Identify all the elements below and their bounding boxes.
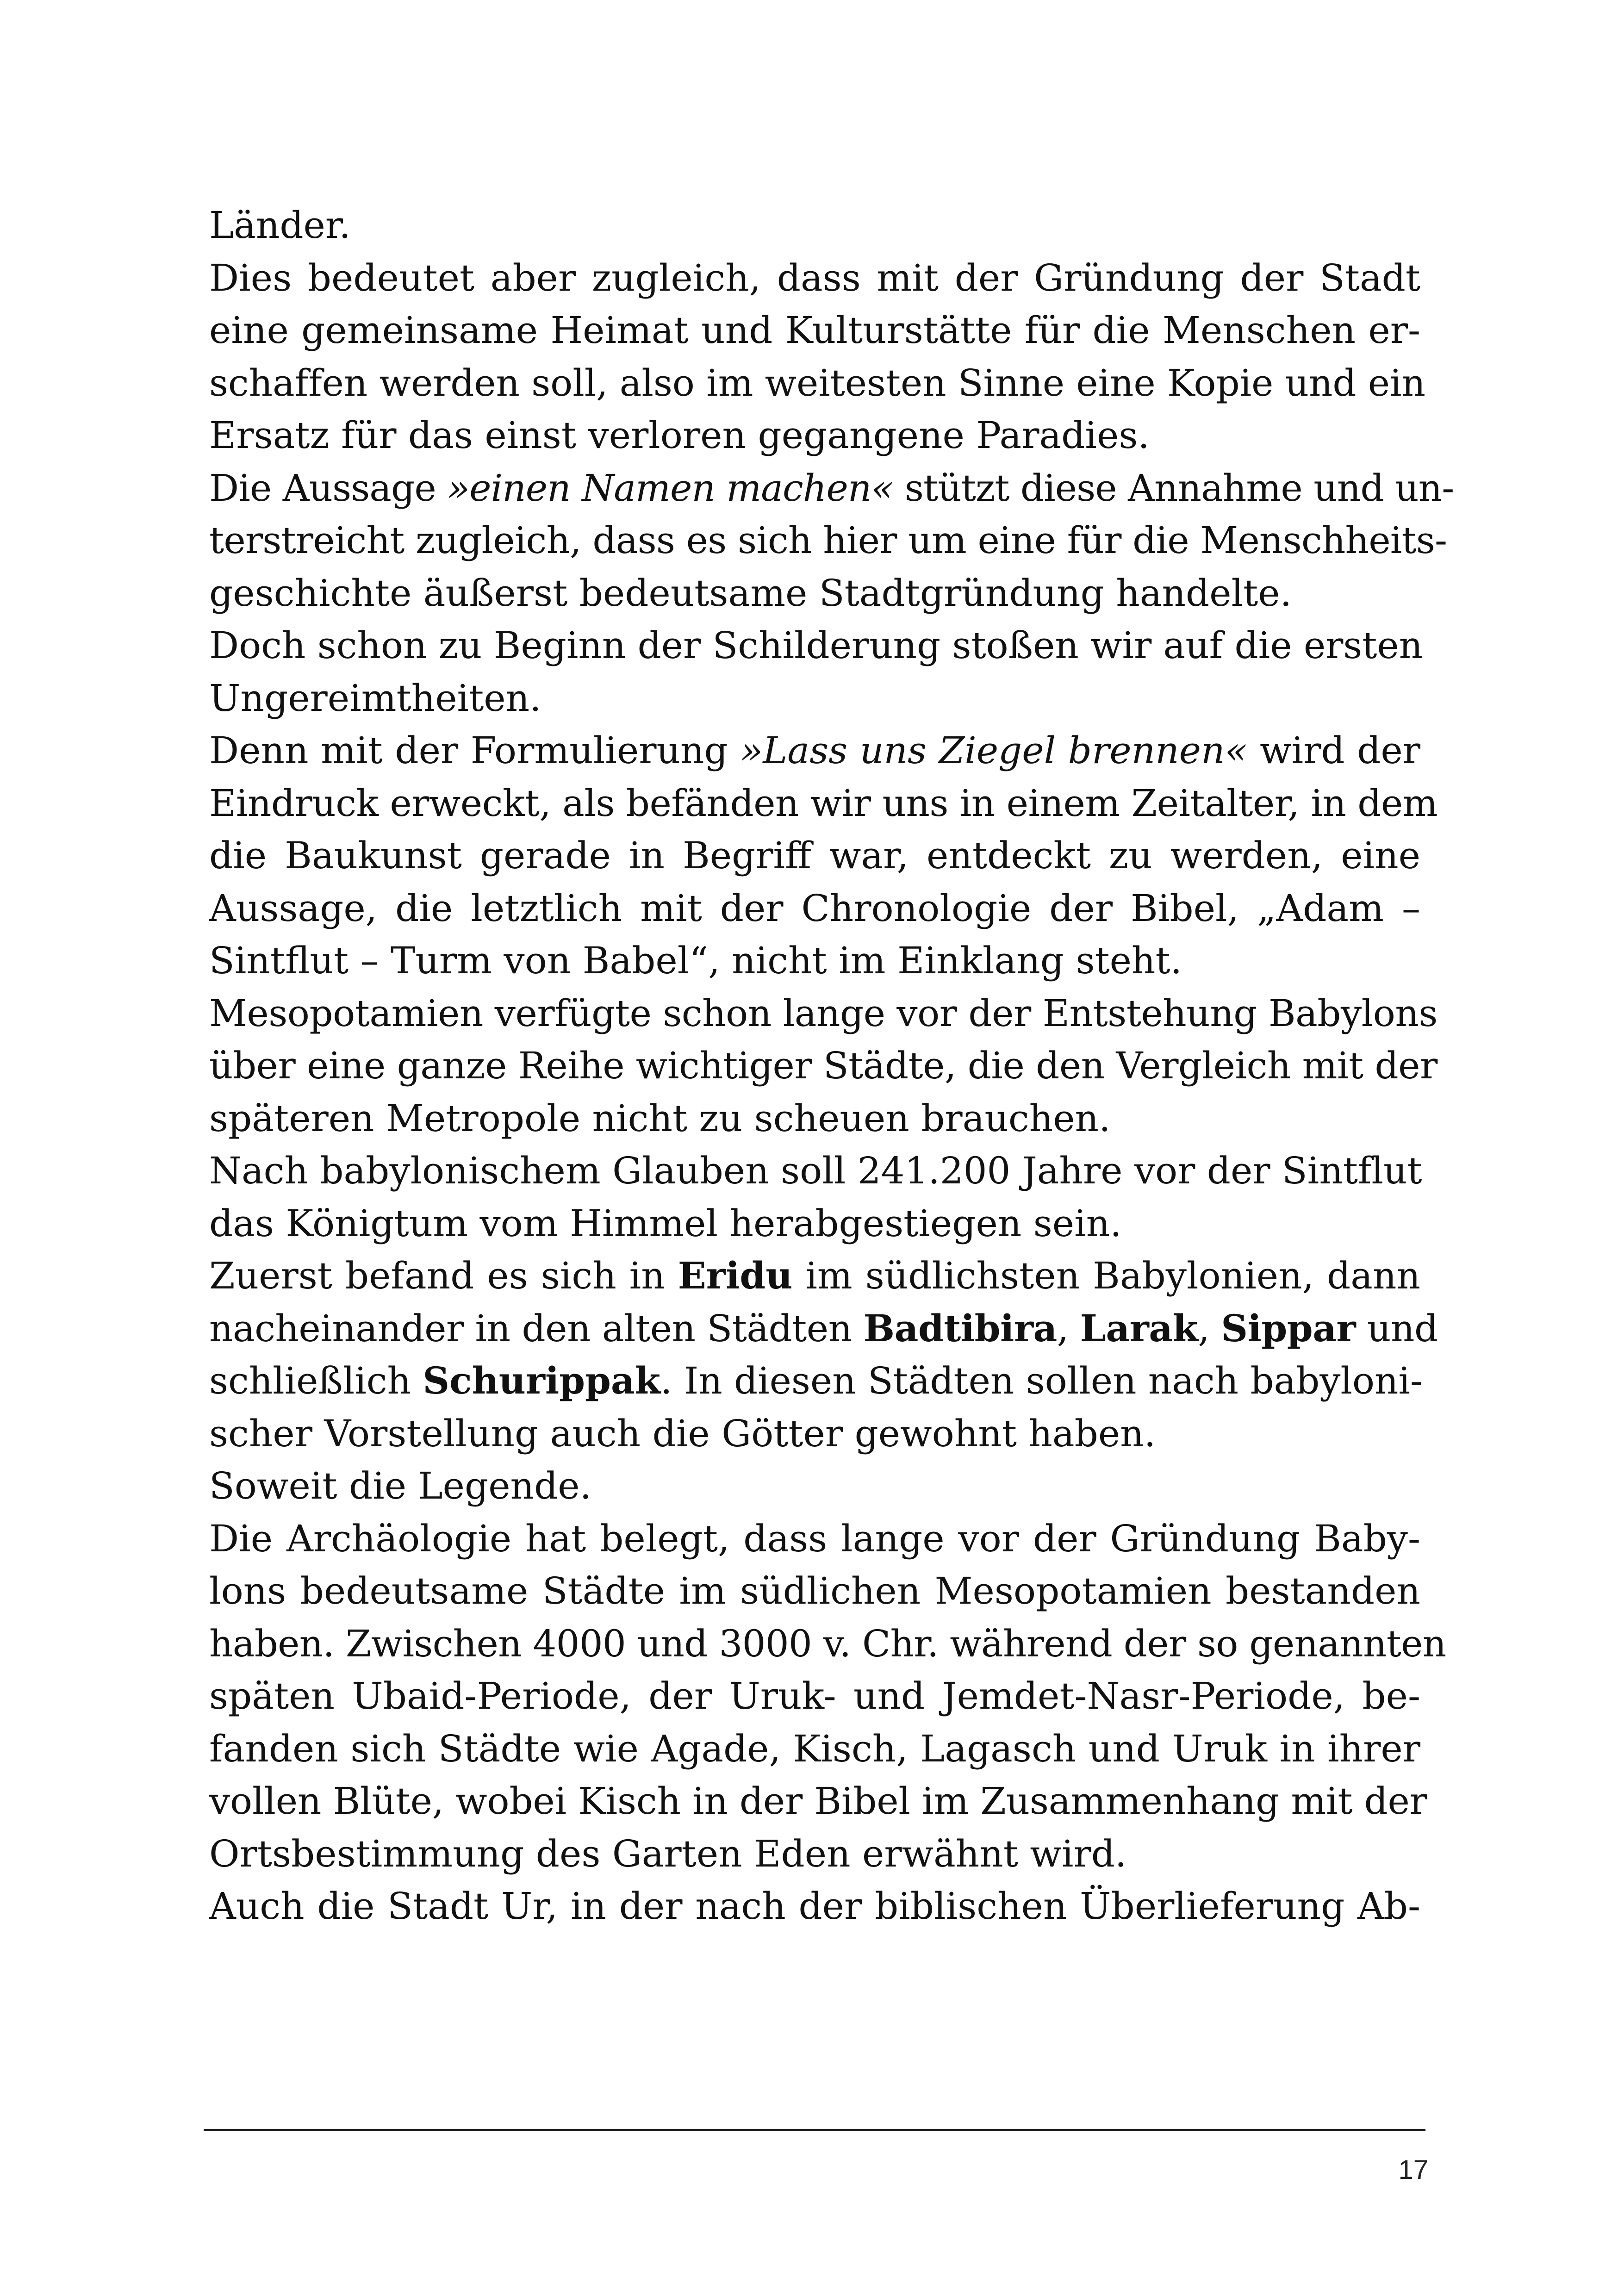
text-run: Eindruck erweckt, als befänden wir uns in einem Zeitalter, in dem — [209, 781, 1438, 825]
text-line — [209, 1775, 1427, 1828]
text-run: terstreicht zugleich, dass es sich hier um eine für die Menschheits- — [209, 519, 1447, 562]
text-run: geschichte äußerst bedeutsame Stadtgründung handelte. — [209, 571, 1292, 615]
paragraph — [209, 1460, 1420, 1512]
text-run: Mesopotamien verfügte schon lange vor der Entstehung Babylons — [209, 991, 1438, 1035]
text-line — [209, 1302, 1438, 1355]
text-run: haben. Zwischen 4000 und 3000 v. Chr. während der so genannten — [209, 1622, 1446, 1665]
text-line — [209, 1670, 1420, 1723]
city-name: Badtibira — [863, 1306, 1057, 1350]
text-run: vollen Blüte, wobei Kisch in der Bibel im Zusammenhang mit der — [209, 1780, 1427, 1823]
text-run: Denn mit der Formulierung — [209, 729, 741, 772]
text-line — [209, 1512, 1420, 1565]
text-run: Doch schon zu Beginn der Schilderung stoßen wir auf die ersten — [209, 624, 1423, 667]
text-line — [209, 724, 1420, 777]
text-run: und — [1356, 1307, 1438, 1350]
paragraph — [209, 619, 1423, 724]
body-text — [209, 199, 1454, 1933]
text-line — [209, 199, 1420, 252]
text-line — [209, 829, 1420, 882]
text-run: schaffen werden soll, also im weitesten Sinne eine Kopie und ein — [209, 361, 1425, 404]
text-run: über eine ganze Reihe wichtiger Städte, die den Vergleich mit der — [209, 1044, 1438, 1087]
text-run: späteren Metropole nicht zu scheuen brauchen. — [209, 1096, 1111, 1140]
text-line — [209, 934, 1420, 987]
paragraph — [209, 1145, 1420, 1250]
text-run: Ungereimtheiten. — [209, 676, 541, 720]
text-line — [209, 987, 1438, 1040]
text-run: Zuerst befand es sich in — [209, 1254, 678, 1297]
text-run: Ortsbestimmung des Garten Eden erwähnt wird. — [209, 1832, 1127, 1875]
quote-text: »einen Namen machen« — [447, 466, 894, 510]
text-line — [209, 462, 1454, 515]
text-run: Soweit die Legende. — [209, 1464, 592, 1507]
paragraph — [209, 724, 1438, 987]
paragraph — [209, 252, 1425, 462]
text-run: die Baukunst gerade in Begriff war, entdeckt zu werden, eine — [209, 834, 1420, 877]
text-run: scher Vorstellung auch die Götter gewohnt haben. — [209, 1412, 1156, 1455]
quote-text: »Lass uns Ziegel brennen« — [740, 729, 1248, 772]
text-line — [209, 1355, 1423, 1407]
text-line — [209, 777, 1438, 830]
text-line — [209, 1880, 1420, 1933]
text-run: . In diesen Städten sollen nach babyloni- — [660, 1359, 1423, 1402]
city-name: Schurippak — [423, 1359, 661, 1402]
city-name: Sippar — [1221, 1306, 1356, 1350]
text-run: Länder. — [209, 204, 351, 247]
text-line — [209, 1618, 1446, 1670]
text-run: Sintflut – Turm von Babel“, nicht im Einklang steht. — [209, 939, 1182, 982]
text-run: Nach babylonischem Glauben soll 241.200 Jahre vor der Sintflut — [209, 1149, 1422, 1192]
paragraph — [209, 199, 1420, 252]
text-line — [209, 567, 1420, 620]
text-line — [209, 1250, 1420, 1302]
text-run: lons bedeutsame Städte im südlichen Mesopotamien bestanden — [209, 1569, 1420, 1612]
text-line — [209, 409, 1420, 462]
paragraph — [209, 987, 1438, 1145]
text-line — [209, 304, 1420, 357]
text-run: Dies bedeutet aber zugleich, dass mit der Gründung der Stadt — [209, 256, 1420, 299]
text-run: Die Aussage — [209, 466, 448, 510]
text-run: schließlich — [209, 1359, 423, 1402]
footer-divider — [204, 2129, 1425, 2131]
text-line — [209, 1145, 1420, 1197]
text-line — [209, 1092, 1420, 1145]
text-line — [209, 882, 1420, 935]
text-line — [209, 672, 1420, 725]
text-run: das Königtum vom Himmel herabgestiegen sein. — [209, 1201, 1122, 1245]
paragraph — [209, 462, 1454, 620]
text-run: wird der — [1247, 729, 1421, 772]
city-name: Eridu — [678, 1254, 793, 1297]
page-number: 17 — [1398, 2155, 1428, 2185]
text-run: , — [1198, 1307, 1221, 1350]
text-run: nacheinander in den alten Städten — [209, 1307, 864, 1350]
text-run: fanden sich Städte wie Agade, Kisch, Lagasch und Uruk in ihrer — [209, 1727, 1420, 1770]
paragraph — [209, 1250, 1438, 1460]
text-line — [209, 1460, 1420, 1512]
paragraph — [209, 1512, 1446, 1880]
text-run: stützt diese Annahme und un- — [893, 466, 1454, 510]
text-run: späten Ubaid-Periode, der Uruk- und Jemdet-Nasr-Periode, be- — [209, 1674, 1420, 1717]
text-line — [209, 619, 1423, 672]
paragraph — [209, 1880, 1420, 1933]
text-run: Ersatz für das einst verloren gegangene Paradies. — [209, 414, 1150, 457]
text-line — [209, 1197, 1420, 1250]
text-line — [209, 1828, 1420, 1880]
text-run: im südlichsten Babylonien, dann — [792, 1254, 1420, 1297]
text-line — [209, 357, 1425, 410]
text-line — [209, 1039, 1438, 1092]
text-run: Auch die Stadt Ur, in der nach der biblischen Überlieferung Ab- — [209, 1885, 1420, 1928]
text-run: , — [1057, 1307, 1080, 1350]
text-run: eine gemeinsame Heimat und Kulturstätte für die Menschen er- — [209, 309, 1420, 352]
text-line — [209, 1723, 1420, 1775]
text-line — [209, 1565, 1420, 1618]
text-line — [209, 514, 1447, 567]
text-line — [209, 1407, 1420, 1460]
text-run: Die Archäologie hat belegt, dass lange vor der Gründung Baby- — [209, 1517, 1420, 1560]
city-name: Larak — [1080, 1306, 1198, 1350]
text-line — [209, 252, 1420, 305]
text-run: Aussage, die letztlich mit der Chronologie der Bibel, „Adam – — [209, 886, 1420, 930]
